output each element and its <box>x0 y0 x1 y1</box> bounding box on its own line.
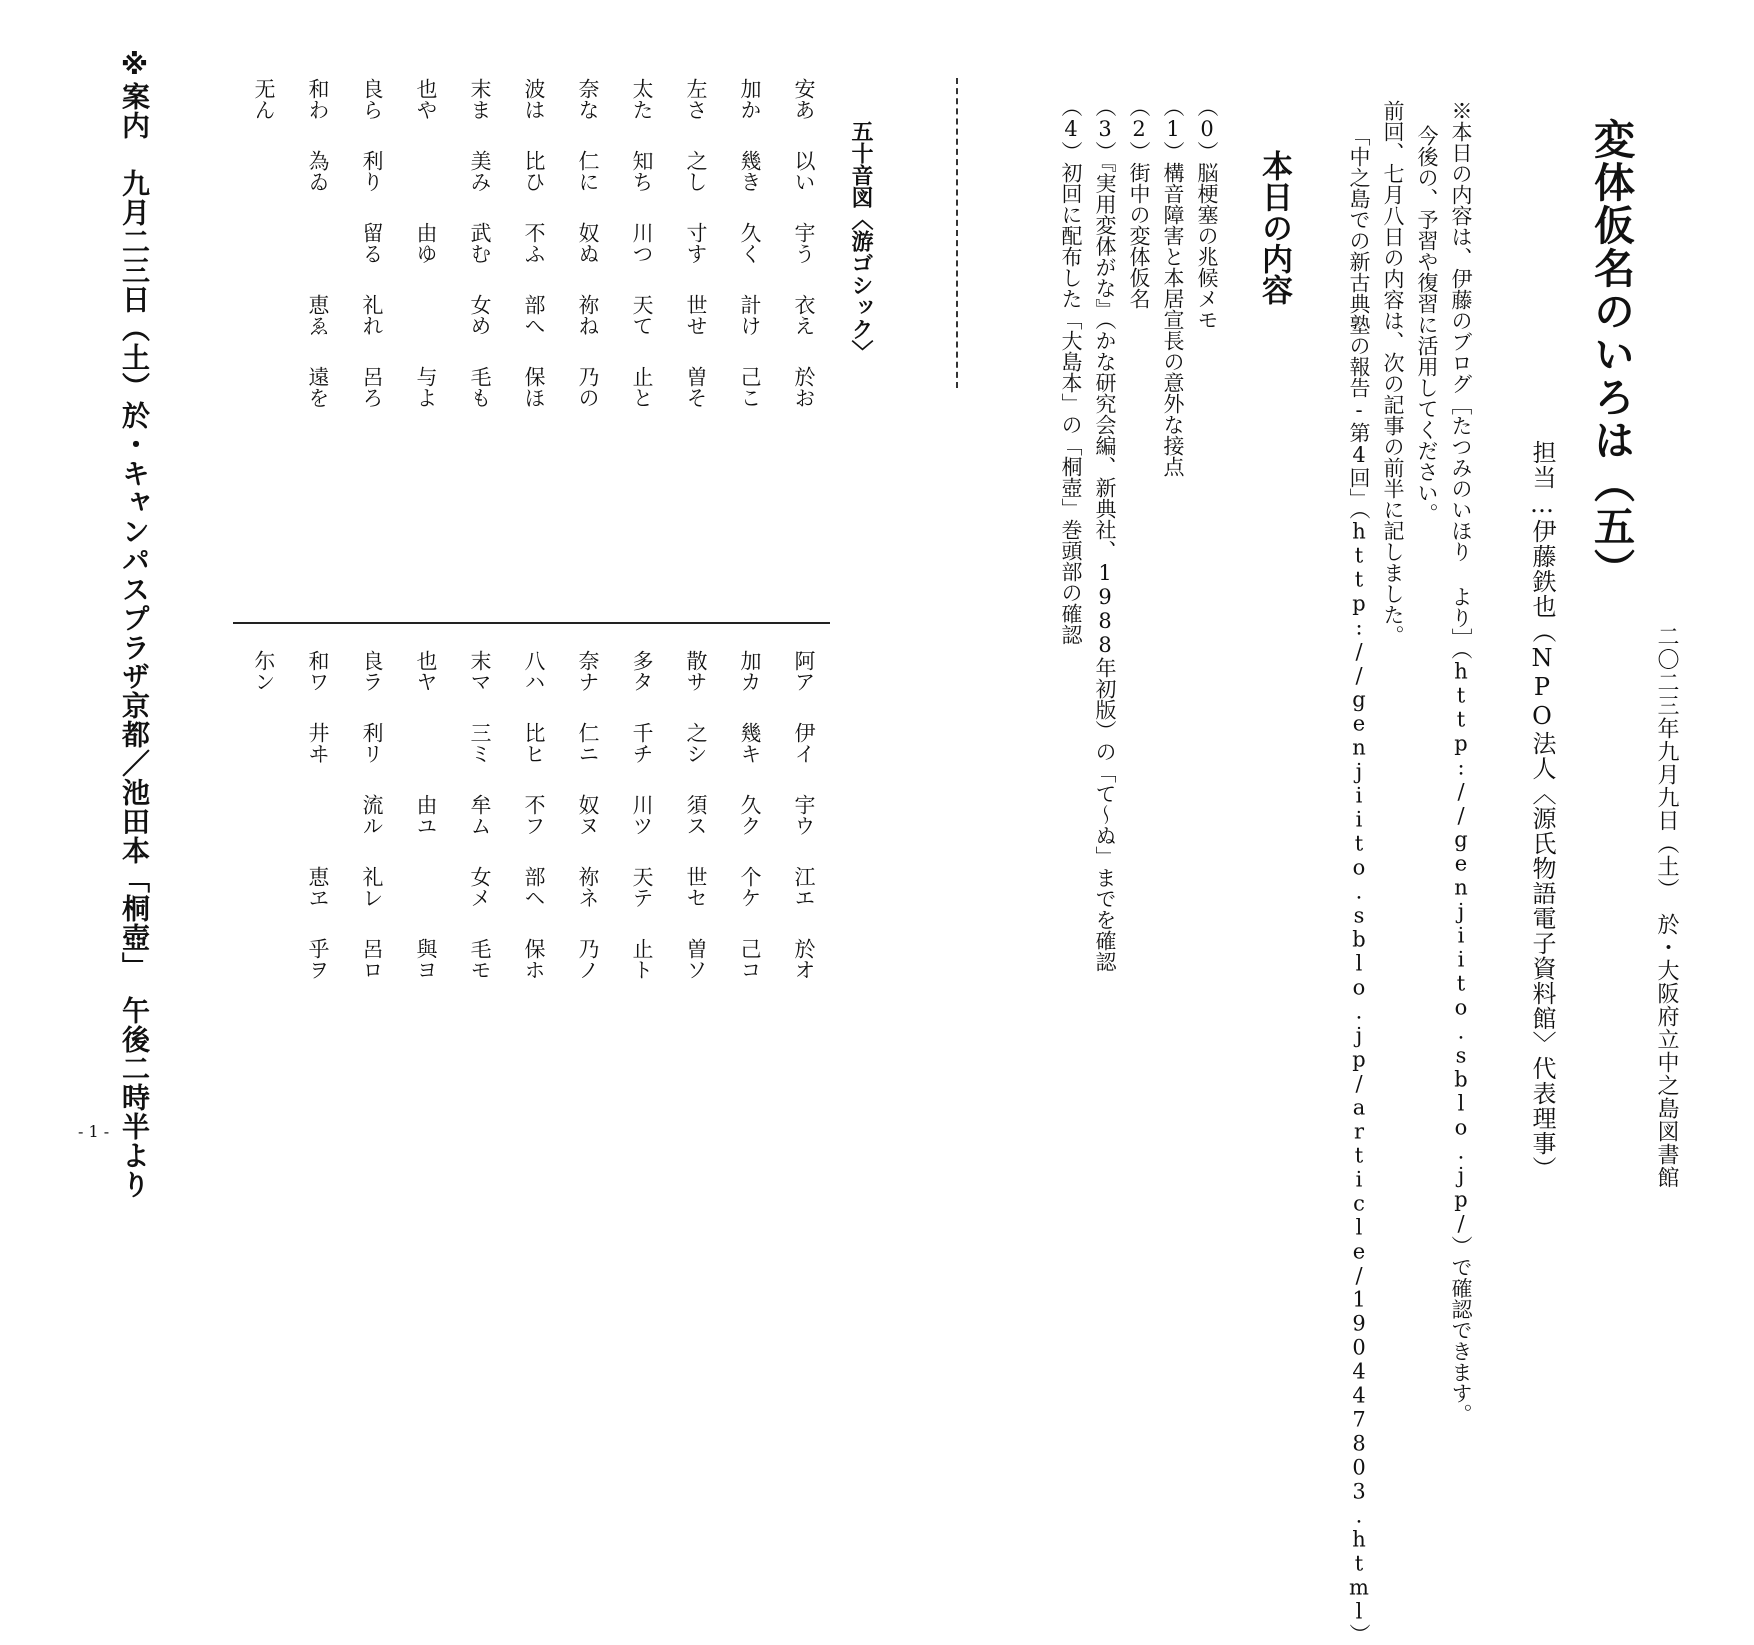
katakana-cell: 止ト <box>630 938 654 980</box>
note-line-1: ※本日の内容は、伊藤のブログ［たつみのいほり より］（http://genjiito.sblo.jp/）で確認できます。 <box>1449 100 1473 1425</box>
katakana-cell: 井ヰ <box>306 722 330 764</box>
date-venue: 二〇二三年九月九日（土） 於・大阪府立中之島図書館 <box>1654 625 1679 1189</box>
hiragana-cell: 宇う <box>792 222 816 264</box>
contents-item-4: （4）初回に配布した「大島本」の「桐壺」巻頭部の確認 <box>1059 96 1083 645</box>
hiragana-cell: 加か <box>738 78 762 120</box>
hiragana-cell: 波は <box>522 78 546 120</box>
page-title: 変体仮名のいろは（五） <box>1587 118 1635 591</box>
hiragana-cell: 良ら <box>360 78 384 120</box>
katakana-cell: 須ス <box>684 794 708 836</box>
katakana-cell: 加カ <box>738 650 762 692</box>
katakana-cell: 利リ <box>360 722 384 764</box>
katakana-cell: 恵ヱ <box>306 866 330 908</box>
hiragana-cell: 乃の <box>576 366 600 408</box>
hiragana-cell: 也や <box>414 78 438 120</box>
katakana-cell: 幾キ <box>738 722 762 764</box>
hiragana-cell: 部へ <box>522 294 546 336</box>
katakana-cell: 奴ヌ <box>576 794 600 836</box>
hiragana-cell: 太た <box>630 78 654 120</box>
katakana-cell: 曽ソ <box>684 938 708 980</box>
katakana-cell: 个ケ <box>738 866 762 908</box>
hiragana-cell: 不ふ <box>522 222 546 264</box>
hiragana-cell: 寸す <box>684 222 708 264</box>
katakana-cell: 祢ネ <box>576 866 600 908</box>
katakana-cell: 天テ <box>630 866 654 908</box>
hiragana-cell: 毛も <box>468 366 492 408</box>
contents-item-0: （0）脳梗塞の兆候メモ <box>1195 96 1219 330</box>
hiragana-cell: 遠を <box>306 366 330 408</box>
hiragana-cell: 止と <box>630 366 654 408</box>
hiragana-cell: 久く <box>738 222 762 264</box>
katakana-cell: 江エ <box>792 866 816 908</box>
contents-item-3: （3）『実用変体がな』（かな研究会編、新典社、1988年初版）の「て〜ぬ」までを確認 <box>1093 96 1117 972</box>
hiragana-cell: 武む <box>468 222 492 264</box>
katakana-cell: 之シ <box>684 722 708 764</box>
hiragana-cell: 留る <box>360 222 384 264</box>
katakana-cell: 保ホ <box>522 938 546 980</box>
katakana-cell: 阿ア <box>792 650 816 692</box>
solid-divider <box>233 622 830 624</box>
dashed-divider <box>956 78 958 388</box>
katakana-cell: 仁ニ <box>576 722 600 764</box>
katakana-cell: 乎ヲ <box>306 938 330 980</box>
footer-announcement: ※案内 九月二三日（土）於・キャンパスプラザ京都／池田本「桐壺」 午後二時半より <box>118 48 151 1199</box>
hiragana-cell: 天て <box>630 294 654 336</box>
note-line-3: 前回、七月八日の内容は、次の記事の前半に記しました。 <box>1381 100 1405 646</box>
hiragana-cell: 无ん <box>252 78 276 120</box>
katakana-cell: 也ヤ <box>414 650 438 692</box>
hiragana-cell: 衣え <box>792 294 816 336</box>
hiragana-cell: 己こ <box>738 366 762 408</box>
katakana-cell: 世セ <box>684 866 708 908</box>
katakana-cell: 由ユ <box>414 794 438 836</box>
hiragana-cell: 之し <box>684 150 708 192</box>
katakana-cell: 千チ <box>630 722 654 764</box>
katakana-cell: 和ワ <box>306 650 330 692</box>
hiragana-cell: 奴ぬ <box>576 222 600 264</box>
katakana-cell: 呂ロ <box>360 938 384 980</box>
contents-item-2: （2）街中の変体仮名 <box>1127 96 1151 309</box>
katakana-cell: 久ク <box>738 794 762 836</box>
katakana-cell: 於オ <box>792 938 816 980</box>
hiragana-cell: 奈な <box>576 78 600 120</box>
hiragana-cell: 幾き <box>738 150 762 192</box>
katakana-cell: 奈ナ <box>576 650 600 692</box>
hiragana-cell: 和わ <box>306 78 330 120</box>
hiragana-cell: 利り <box>360 150 384 192</box>
hiragana-cell: 美み <box>468 150 492 192</box>
hiragana-cell: 左さ <box>684 78 708 120</box>
note-line-2: 今後の、予習や復習に活用してください。 <box>1415 125 1439 524</box>
page-number: - 1 - <box>78 1122 110 1141</box>
hiragana-cell: 以い <box>792 150 816 192</box>
gojuon-title: 五十音図〈游ゴシック〉 <box>848 120 874 362</box>
hiragana-cell: 恵ゑ <box>306 294 330 336</box>
katakana-cell: 部ヘ <box>522 866 546 908</box>
katakana-cell: 比ヒ <box>522 722 546 764</box>
hiragana-cell: 女め <box>468 294 492 336</box>
katakana-cell: 流ル <box>360 794 384 836</box>
katakana-cell: 乃ノ <box>576 938 600 980</box>
katakana-cell: 散サ <box>684 650 708 692</box>
author-line: 担当…伊藤鉄也（NPO法人〈源氏物語電子資料館〉代表理事） <box>1528 440 1556 1181</box>
note-line-4: 「中之島での新古典塾の報告-第4回」（http://genjiito.sblo.jp/article/190447803.html） <box>1347 125 1371 1645</box>
hiragana-cell: 礼れ <box>360 294 384 336</box>
katakana-cell: 女メ <box>468 866 492 908</box>
hiragana-cell: 世せ <box>684 294 708 336</box>
contents-heading: 本日の内容 <box>1256 150 1292 305</box>
hiragana-cell: 祢ね <box>576 294 600 336</box>
hiragana-cell: 末ま <box>468 78 492 120</box>
hiragana-cell: 比ひ <box>522 150 546 192</box>
hiragana-cell: 為ゐ <box>306 150 330 192</box>
katakana-cell: 末マ <box>468 650 492 692</box>
katakana-cell: 礼レ <box>360 866 384 908</box>
katakana-cell: 良ラ <box>360 650 384 692</box>
katakana-cell: 毛モ <box>468 938 492 980</box>
hiragana-cell: 由ゆ <box>414 222 438 264</box>
hiragana-cell: 川つ <box>630 222 654 264</box>
katakana-cell: 不フ <box>522 794 546 836</box>
hiragana-cell: 曽そ <box>684 366 708 408</box>
hiragana-cell: 於お <box>792 366 816 408</box>
hiragana-cell: 与よ <box>414 366 438 408</box>
katakana-cell: 伊イ <box>792 722 816 764</box>
katakana-cell: 與ヨ <box>414 938 438 980</box>
katakana-cell: 多タ <box>630 650 654 692</box>
hiragana-cell: 知ち <box>630 150 654 192</box>
hiragana-cell: 呂ろ <box>360 366 384 408</box>
hiragana-cell: 保ほ <box>522 366 546 408</box>
katakana-cell: 三ミ <box>468 722 492 764</box>
contents-item-1: （1）構音障害と本居宣長の意外な接点 <box>1161 96 1185 477</box>
katakana-cell: 牟ム <box>468 794 492 836</box>
katakana-cell: 宇ウ <box>792 794 816 836</box>
katakana-cell: 尓ン <box>252 650 276 692</box>
hiragana-cell: 計け <box>738 294 762 336</box>
katakana-cell: 八ハ <box>522 650 546 692</box>
katakana-cell: 己コ <box>738 938 762 980</box>
hiragana-cell: 仁に <box>576 150 600 192</box>
hiragana-cell: 安あ <box>792 78 816 120</box>
katakana-cell: 川ツ <box>630 794 654 836</box>
